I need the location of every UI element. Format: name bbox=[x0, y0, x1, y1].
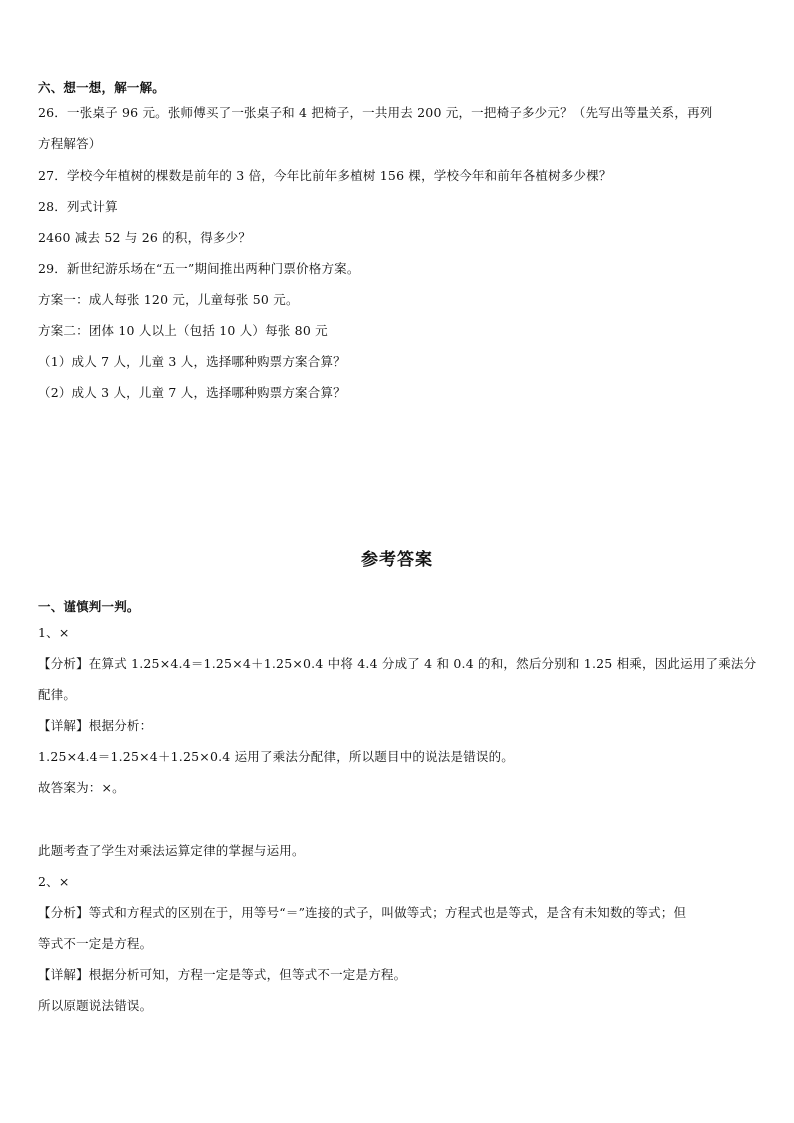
answers-section-one-title: 一、谨慎判一判。 bbox=[38, 599, 140, 614]
question-28-body: 2460 减去 52 与 26 的积，得多少？ bbox=[38, 230, 252, 245]
question-27: 27．学校今年植树的棵数是前年的 3 倍，今年比前年多植树 156 棵，学校今年和前年各植树多少棵？ bbox=[38, 168, 612, 183]
answer-2-label: 2、× bbox=[38, 874, 70, 889]
answer-2-final: 所以原题说法错误。 bbox=[38, 998, 153, 1013]
question-29-sub-2: （2）成人 3 人，儿童 7 人，选择哪种购票方案合算？ bbox=[38, 385, 346, 400]
answer-1-comment: 此题考查了学生对乘法运算定律的掌握与运用。 bbox=[38, 843, 305, 858]
section-six-title: 六、想一想，解一解。 bbox=[38, 80, 166, 95]
answer-1-label: 1、× bbox=[38, 625, 70, 640]
answer-2-analysis-line-1: 【分析】等式和方程式的区别在于，用等号“＝”连接的式子，叫做等式；方程式也是等式，是含有未知数的等式；但 bbox=[38, 905, 687, 920]
question-26-line-2: 方程解答） bbox=[38, 136, 102, 151]
question-28-title: 28．列式计算 bbox=[38, 199, 118, 214]
question-29-plan-1: 方案一：成人每张 120 元，儿童每张 50 元。 bbox=[38, 292, 299, 307]
question-29-sub-1: （1）成人 7 人，儿童 3 人，选择哪种购票方案合算？ bbox=[38, 354, 346, 369]
question-26-line-1: 26．一张桌子 96 元。张师傅买了一张桌子和 4 把椅子，一共用去 200 元，一把椅子多少元？（先写出等量关系，再列 bbox=[38, 105, 713, 120]
answer-1-detail-label: 【详解】根据分析： bbox=[38, 718, 153, 733]
answer-1-detail-body: 1.25×4.4＝1.25×4＋1.25×0.4 运用了乘法分配律，所以题目中的说法是错误的。 bbox=[38, 749, 515, 764]
answer-2-detail: 【详解】根据分析可知，方程一定是等式，但等式不一定是方程。 bbox=[38, 967, 407, 982]
answers-title: 参考答案 bbox=[361, 550, 433, 570]
question-29-plan-2: 方案二：团体 10 人以上（包括 10 人）每张 80 元 bbox=[38, 323, 328, 338]
question-29-title: 29．新世纪游乐场在“五一”期间推出两种门票价格方案。 bbox=[38, 261, 360, 276]
answer-2-analysis-line-2: 等式不一定是方程。 bbox=[38, 936, 153, 951]
answer-1-analysis-line-2: 配律。 bbox=[38, 687, 77, 702]
answer-1-analysis-line-1: 【分析】在算式 1.25×4.4＝1.25×4＋1.25×0.4 中将 4.4 分成了 4 和 0.4 的和，然后分别和 1.25 相乘，因此运用了乘法分 bbox=[38, 656, 757, 671]
answer-1-final: 故答案为：×。 bbox=[38, 780, 125, 795]
